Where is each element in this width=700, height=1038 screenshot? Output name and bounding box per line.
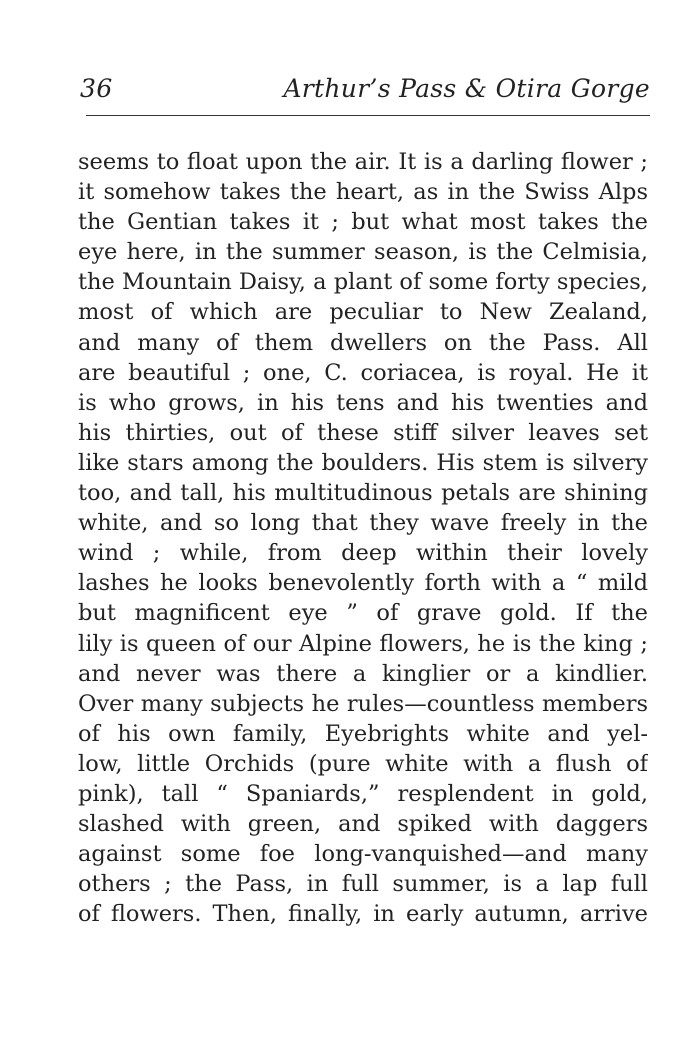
text-line: like stars among the boulders. His stem is silvery [78,449,648,476]
page-number: 36 [80,74,113,103]
text-line: and never was there a kinglier or a kindlier. [78,660,648,687]
text-line: seems to float upon the air. It is a darling flower ; [78,149,648,175]
header-rule [86,115,650,116]
text-line: his thirties, out of these stiff silver leaves set [78,419,648,446]
text-line: wind ; while, from deep within their lovely [78,540,648,567]
page-header [80,74,650,106]
text-line: of his own family, Eyebrights white and yel- [78,720,648,747]
text-line: too, and tall, his multitudinous petals are shining [78,480,648,507]
text-line: pink), tall “ Spaniards,” resplendent in gold, [78,780,648,807]
text-line: the Gentian takes it ; but what most takes the [78,209,648,236]
text-line: and many of them dwellers on the Pass. All [78,329,648,356]
text-line: it somehow takes the heart, as in the Swiss Alps [78,179,648,206]
text-line: white, and so long that they wave freely in the [78,510,648,537]
text-line: lashes he looks benevolently forth with a “ mild [78,570,648,597]
running-title: Arthur’s Pass & Otira Gorge [283,74,650,103]
text-line: slashed with green, and spiked with daggers [78,811,648,838]
text-line: most of which are peculiar to New Zealand, [78,299,648,326]
text-line: Over many subjects he rules—countless members [78,690,648,717]
text-line: eye here, in the summer season, is the Celmisia, [78,239,648,266]
text-line: the Mountain Daisy, a plant of some forty species, [78,269,648,296]
text-line: others ; the Pass, in full summer, is a lap full [78,871,648,898]
text-line: lily is queen of our Alpine flowers, he is the king ; [78,630,648,657]
text-line: but magnificent eye ” of grave gold. If the [78,600,648,627]
text-line: is who grows, in his tens and his twenties and [78,389,648,416]
text-line: of flowers. Then, finally, in early autumn, arrive [78,901,648,928]
text-line: low, little Orchids (pure white with a flush of [78,750,648,777]
body-text [78,147,648,929]
text-line: against some foe long-vanquished—and many [78,841,648,868]
text-line: are beautiful ; one, C. coriacea, is royal. He it [78,359,648,386]
